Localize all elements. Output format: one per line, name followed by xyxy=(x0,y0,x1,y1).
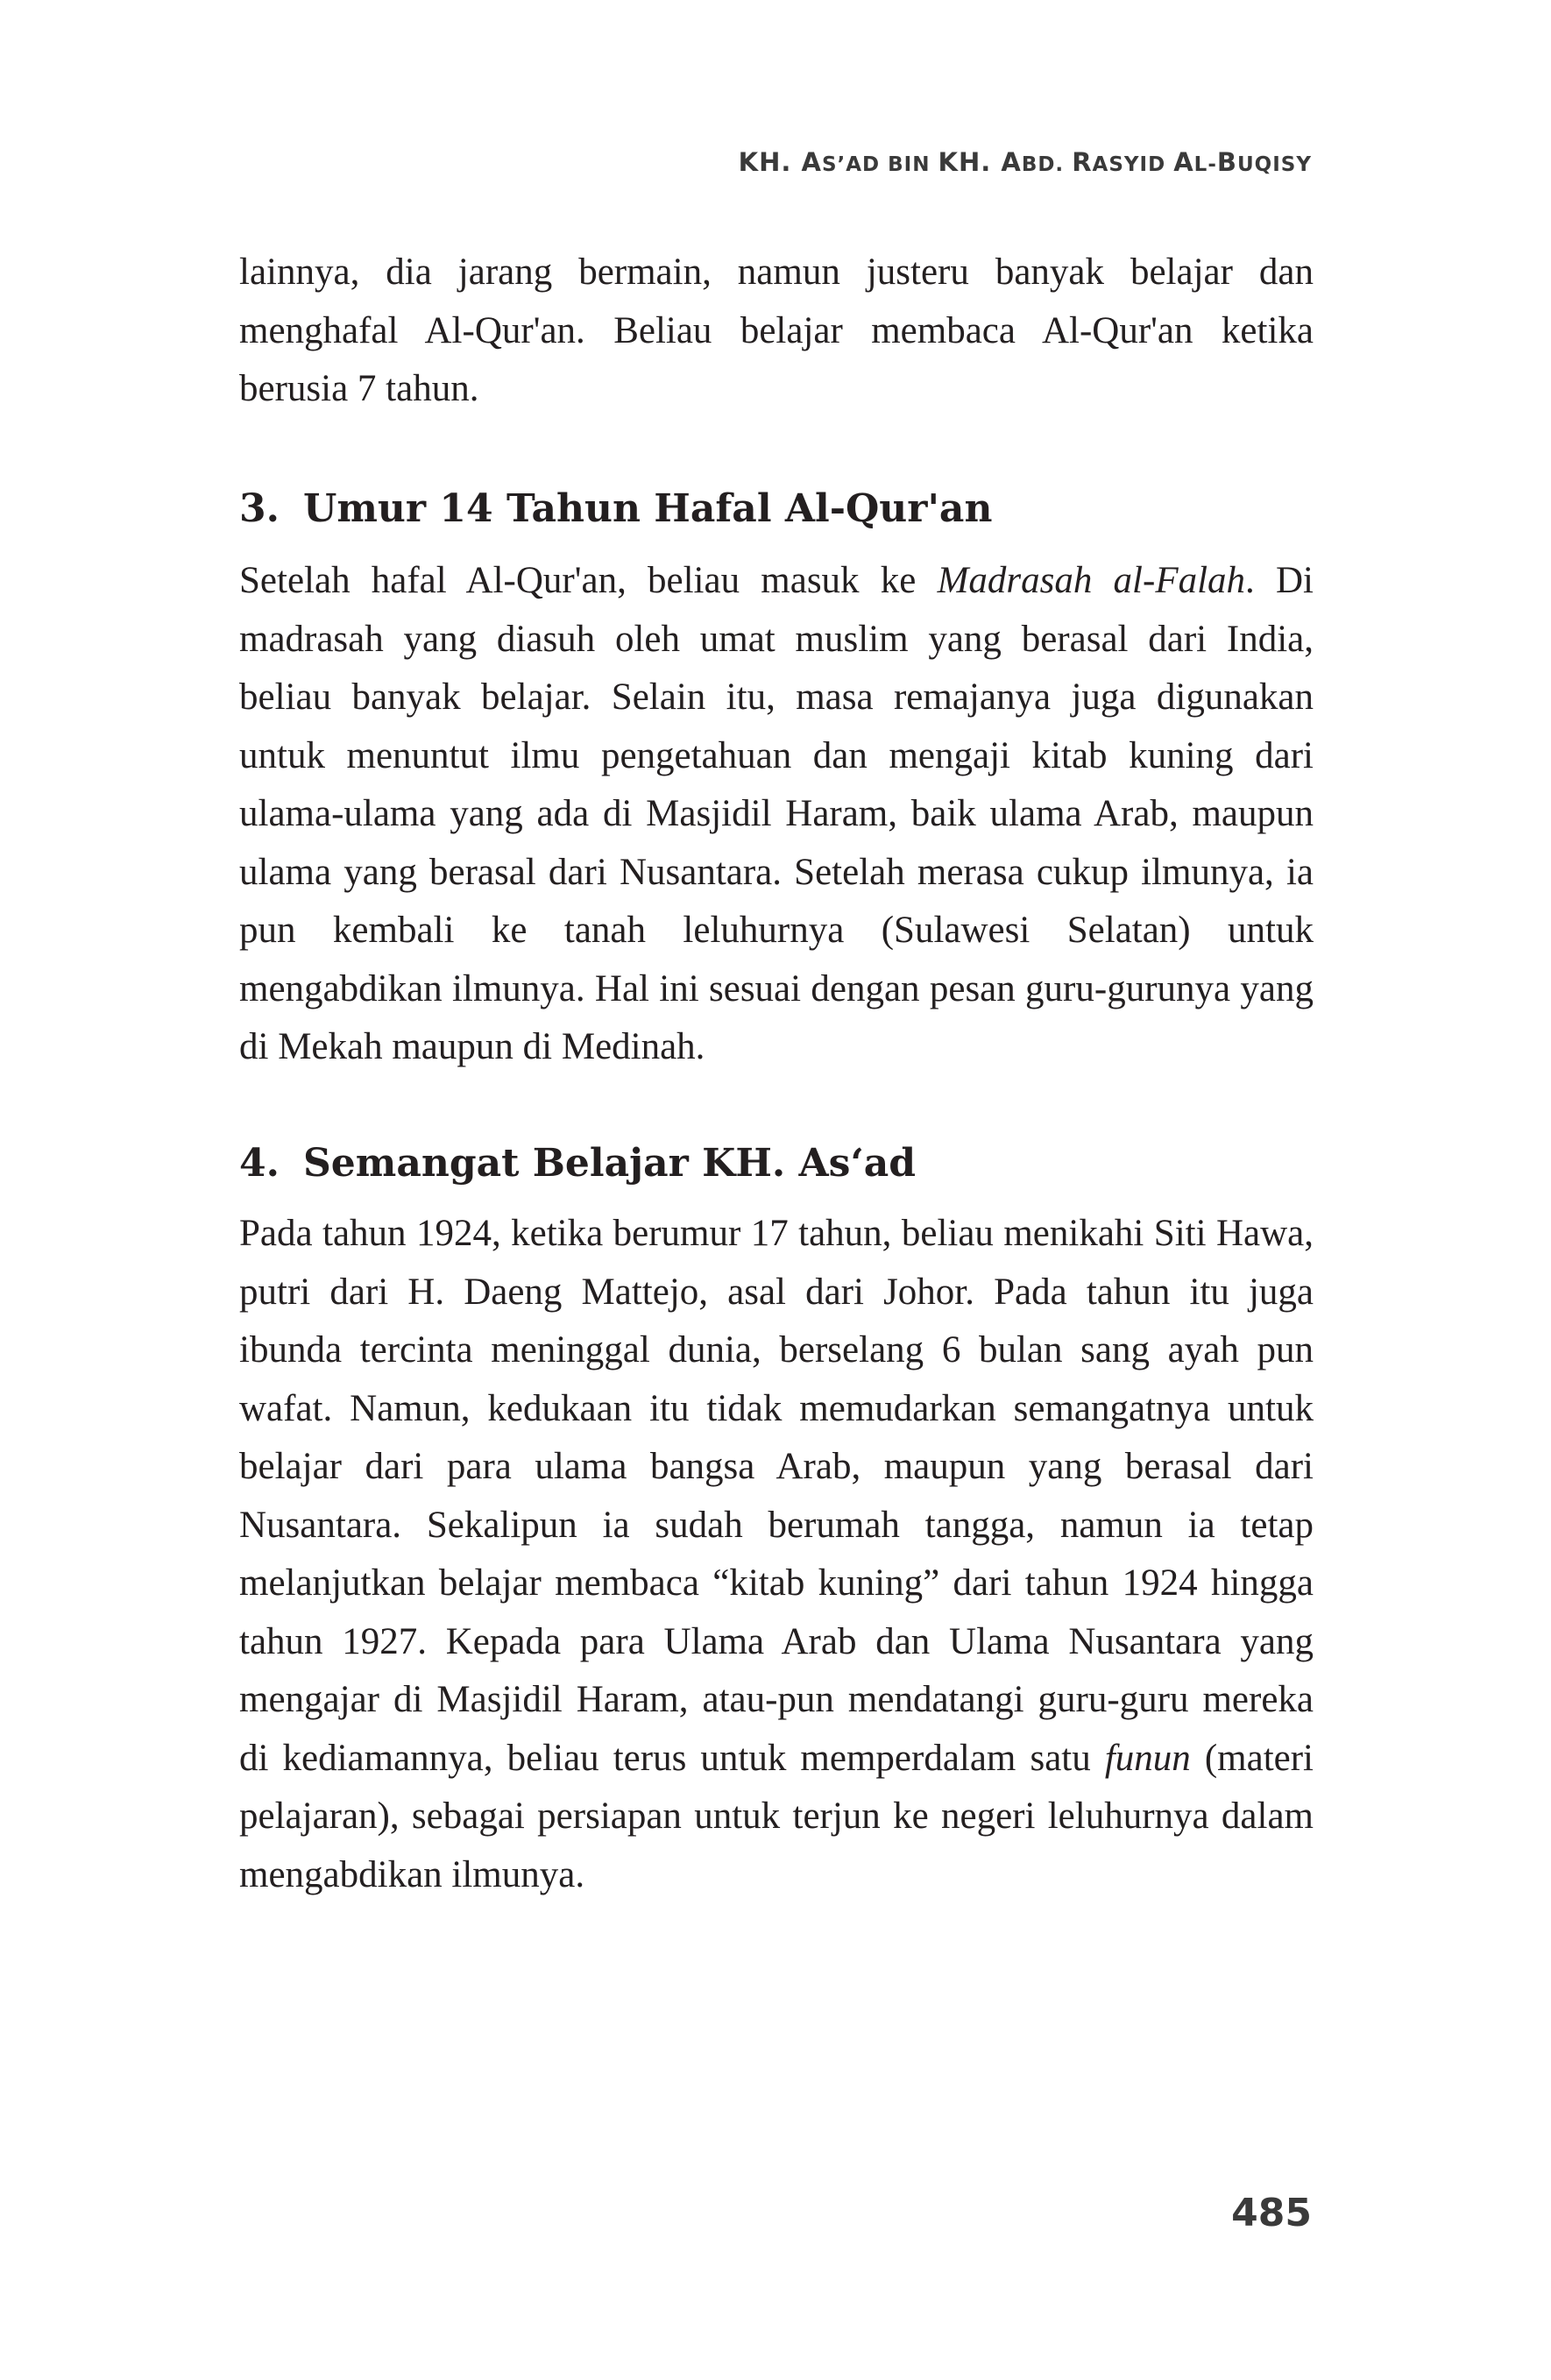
section-number: 4. xyxy=(239,1141,280,1186)
section-paragraph xyxy=(239,552,1314,1077)
paragraph-run-italic: funun xyxy=(1104,1737,1191,1779)
paragraph-run-italic: Madrasah al-Falah xyxy=(937,560,1246,601)
running-head-part: UQISY xyxy=(1236,153,1312,176)
section-heading xyxy=(239,1141,916,1186)
running-head-part: S’AD BIN xyxy=(821,153,938,176)
running-head-part: L- xyxy=(1193,153,1217,176)
section-paragraph xyxy=(239,1205,1314,1904)
section-heading xyxy=(239,486,992,531)
running-head-part: B xyxy=(1216,147,1237,177)
running-head-part: KH. A xyxy=(738,147,822,177)
intro-paragraph xyxy=(239,244,1314,419)
paragraph-run: Setelah hafal Al-Qur'an, beliau masuk ke xyxy=(239,560,938,601)
running-head-part: ASYID xyxy=(1092,153,1174,176)
paragraph-run: lainnya, dia jarang bermain, namun justeru banyak belajar dan menghafal Al-Qur'an. Beliau belajar membaca Al-Qur'an ketika berusia 7 tahun. xyxy=(239,251,1314,409)
page-number: 485 xyxy=(1231,2191,1312,2235)
paragraph-run: (materi pelajaran), sebagai persiapan untuk terjun ke negeri leluhurnya dalam mengabdikan ilmunya. xyxy=(239,1737,1314,1895)
section-title: Umur 14 Tahun Hafal Al-Qur'an xyxy=(303,486,993,531)
running-head-part: BD. xyxy=(1021,153,1073,176)
running-head-part: A xyxy=(1173,147,1194,177)
section-number: 3. xyxy=(239,486,280,531)
running-head-part: KH. A xyxy=(938,147,1022,177)
running-head xyxy=(739,147,1312,177)
running-head-part: R xyxy=(1072,147,1093,177)
paragraph-run: . Di madrasah yang diasuh oleh umat muslim yang berasal dari India, beliau banyak belajar. Selain itu, masa remajanya juga digunakan untuk menuntut ilmu pengetahuan dan mengaji kitab kuning dari ulama-ulama yang ada di Masjidil Haram, baik ulama Arab, maupun ulama yang berasal dari Nusantara. Setelah merasa cukup ilmunya, ia pun kembali ke tanah leluhurnya (Sulawesi Selatan) untuk mengabdikan ilmunya. Hal ini sesuai dengan pesan guru-gurunya yang di Mekah maupun di Medinah. xyxy=(239,560,1314,1067)
paragraph-run: Pada tahun 1924, ketika berumur 17 tahun, beliau menikahi Siti Hawa, putri dari H. Daeng Mattejo, asal dari Johor. Pada tahun itu juga ibunda tercinta meninggal dunia, berselang 6 bulan sang ayah pun wafat. Namun, kedukaan itu tidak memudarkan semangatnya untuk belajar dari para ulama bangsa Arab, maupun yang berasal dari Nusantara. Sekalipun ia sudah berumah tangga, namun ia tetap melanjutkan belajar membaca “kitab kuning” dari tahun 1924 hingga tahun 1927. Kepada para Ulama Arab dan Ulama Nusantara yang mengajar di Masjidil Haram, atau-pun mendatangi guru-guru mereka di kediamannya, beliau terus untuk memperdalam satu xyxy=(239,1213,1314,1779)
section-title: Semangat Belajar KH. As‘ad xyxy=(303,1141,917,1186)
